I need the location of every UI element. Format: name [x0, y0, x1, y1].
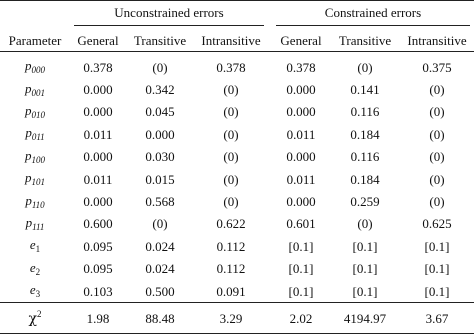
table-row [0, 235, 474, 257]
chi-superscript: 2 [36, 309, 42, 320]
group-header-row [0, 1, 474, 30]
value-general-constrained: [0.1] [288, 238, 314, 254]
value-transitive-unconstrained: 0.024 [145, 261, 175, 277]
parameter-symbol: e [29, 237, 36, 253]
column-header-parameter: Parameter [8, 32, 62, 48]
column-header-general-constrained: General [280, 32, 322, 48]
column-header-transitive-unconstrained: Transitive [133, 32, 187, 48]
parameter-symbol: p [25, 102, 32, 118]
value-transitive-constrained: [0.1] [352, 261, 378, 277]
table-row [0, 123, 474, 145]
parameter-symbol: p [25, 170, 32, 186]
parameter-subscript: 111 [32, 221, 45, 232]
parameter-label [0, 258, 70, 280]
value-intransitive-constrained: [0.1] [424, 238, 450, 254]
value-intransitive-constrained: (0) [429, 82, 445, 98]
table-row [0, 78, 474, 100]
value-general-unconstrained: 0.600 [83, 216, 113, 232]
parameter-subscript: 1 [35, 244, 41, 255]
value-intransitive-unconstrained: 0.091 [216, 283, 246, 299]
table-row [0, 101, 474, 123]
parameter-subscript: 011 [31, 132, 45, 143]
parameter-label [0, 280, 70, 303]
parameter-subscript: 2 [35, 266, 41, 277]
value-transitive-unconstrained: 0.568 [145, 194, 175, 210]
value-intransitive-constrained: (0) [429, 171, 445, 187]
table-row [0, 190, 474, 212]
value-general-unconstrained: 0.378 [83, 59, 113, 75]
parameter-label [0, 213, 70, 235]
value-intransitive-constrained: 0.625 [422, 216, 452, 232]
value-transitive-unconstrained: 0.045 [145, 104, 175, 120]
value-general-unconstrained: 0.011 [83, 171, 113, 187]
chi-value-intransitive-constrained: 3.67 [425, 310, 449, 326]
chi-value-transitive-unconstrained: 88.48 [145, 310, 175, 326]
value-general-unconstrained: 0.095 [83, 238, 113, 254]
value-general-unconstrained: 0.011 [83, 126, 113, 142]
value-intransitive-unconstrained: 0.112 [216, 261, 246, 277]
column-header-row [0, 29, 474, 52]
value-intransitive-unconstrained: (0) [223, 194, 239, 210]
value-intransitive-constrained: (0) [429, 194, 445, 210]
group-constrained-label: Constrained errors [324, 5, 422, 20]
parameter-subscript: 3 [35, 289, 41, 300]
value-transitive-constrained: 0.141 [350, 82, 380, 98]
value-transitive-constrained: 0.259 [350, 194, 380, 210]
value-general-constrained: 0.378 [286, 59, 316, 75]
parameter-symbol: p [25, 147, 32, 163]
parameter-subscript: 000 [31, 65, 45, 76]
value-intransitive-constrained: [0.1] [424, 261, 450, 277]
table-row [0, 213, 474, 235]
group-constrained-cell [272, 1, 474, 30]
value-transitive-constrained: [0.1] [352, 238, 378, 254]
value-transitive-unconstrained: 0.342 [145, 82, 175, 98]
value-transitive-constrained: [0.1] [352, 283, 378, 299]
value-transitive-constrained: (0) [357, 216, 373, 232]
group-unconstrained-cell [70, 1, 268, 30]
table-row [0, 52, 474, 79]
value-intransitive-unconstrained: 0.378 [216, 59, 246, 75]
parameter-label [0, 168, 70, 190]
value-transitive-unconstrained: 0.000 [145, 126, 175, 142]
parameter-label [0, 52, 70, 79]
parameter-symbol: p [25, 214, 33, 230]
chi-value-general-constrained: 2.02 [289, 310, 313, 326]
chi-symbol: χ [28, 311, 37, 328]
parameter-label [0, 123, 70, 145]
chi-value-general-unconstrained: 1.98 [86, 310, 110, 326]
parameter-symbol: p [25, 192, 32, 208]
value-transitive-unconstrained: (0) [152, 216, 168, 232]
parameter-subscript: 001 [31, 87, 45, 98]
value-intransitive-constrained: [0.1] [424, 283, 450, 299]
value-transitive-unconstrained: (0) [152, 59, 168, 75]
chi-value-intransitive-unconstrained: 3.29 [219, 310, 243, 326]
table-row [0, 168, 474, 190]
value-transitive-constrained: 0.116 [350, 149, 380, 165]
table-row [0, 280, 474, 303]
value-transitive-unconstrained: 0.024 [145, 238, 175, 254]
value-transitive-constrained: (0) [357, 59, 373, 75]
parameter-subscript: 100 [31, 154, 45, 165]
group-unconstrained-label: Unconstrained errors [114, 5, 224, 20]
chi-square-row [0, 303, 474, 334]
value-intransitive-constrained: (0) [429, 149, 445, 165]
column-header-transitive-constrained: Transitive [338, 32, 392, 48]
value-intransitive-unconstrained: (0) [223, 104, 239, 120]
table-row [0, 146, 474, 168]
value-general-unconstrained: 0.103 [83, 283, 113, 299]
value-intransitive-unconstrained: (0) [223, 171, 239, 187]
chi-value-transitive-constrained: 4194.97 [343, 310, 387, 326]
chi-square-label [0, 303, 70, 334]
value-intransitive-unconstrained: (0) [223, 126, 239, 142]
parameter-symbol: p [25, 125, 32, 141]
value-intransitive-constrained: (0) [429, 126, 445, 142]
table-row [0, 258, 474, 280]
parameter-label [0, 101, 70, 123]
value-transitive-constrained: 0.184 [350, 126, 380, 142]
value-general-constrained: 0.601 [286, 216, 316, 232]
parameter-label [0, 235, 70, 257]
value-intransitive-constrained: (0) [429, 104, 445, 120]
parameter-subscript: 110 [31, 199, 45, 210]
value-intransitive-unconstrained: (0) [223, 149, 239, 165]
value-general-constrained: [0.1] [288, 283, 314, 299]
parameter-symbol: p [25, 80, 32, 96]
value-general-unconstrained: 0.095 [83, 261, 113, 277]
value-intransitive-unconstrained: (0) [223, 82, 239, 98]
value-transitive-unconstrained: 0.030 [145, 149, 175, 165]
value-general-constrained: 0.000 [286, 194, 316, 210]
value-general-unconstrained: 0.000 [83, 149, 113, 165]
value-general-constrained: [0.1] [288, 261, 314, 277]
value-transitive-unconstrained: 0.015 [145, 171, 175, 187]
value-transitive-constrained: 0.116 [350, 104, 380, 120]
parameter-symbol: e [29, 282, 36, 298]
value-intransitive-unconstrained: 0.622 [216, 216, 246, 232]
value-intransitive-constrained: 0.375 [422, 59, 452, 75]
value-general-constrained: 0.000 [286, 104, 316, 120]
parameter-symbol: p [25, 58, 32, 74]
value-general-constrained: 0.000 [286, 82, 316, 98]
column-header-general-unconstrained: General [77, 32, 119, 48]
value-general-unconstrained: 0.000 [83, 104, 113, 120]
value-general-constrained: 0.011 [286, 126, 316, 142]
value-transitive-constrained: 0.184 [350, 171, 380, 187]
parameter-label [0, 146, 70, 168]
value-general-unconstrained: 0.000 [83, 194, 113, 210]
parameter-subscript: 010 [31, 109, 45, 120]
parameter-label [0, 78, 70, 100]
column-header-intransitive-unconstrained: Intransitive [201, 32, 261, 48]
value-general-unconstrained: 0.000 [83, 82, 113, 98]
value-transitive-unconstrained: 0.500 [145, 283, 175, 299]
value-general-constrained: 0.000 [286, 149, 316, 165]
value-intransitive-unconstrained: 0.112 [216, 238, 246, 254]
parameter-subscript: 101 [31, 177, 45, 188]
parameter-symbol: e [29, 259, 36, 275]
table-body [0, 52, 474, 303]
column-header-intransitive-constrained: Intransitive [407, 32, 467, 48]
value-general-constrained: 0.011 [286, 171, 316, 187]
parameter-label [0, 190, 70, 212]
